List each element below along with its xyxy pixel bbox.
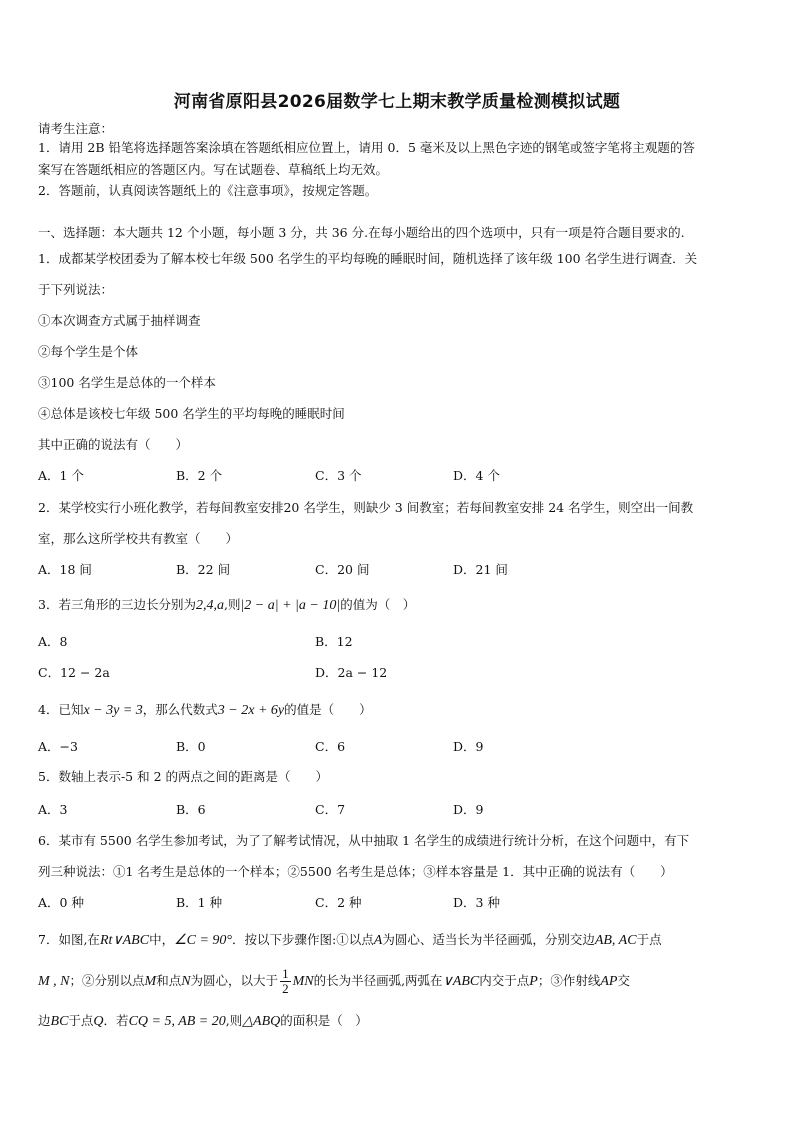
q2-stem-line2: 室，那么这所学校共有教室（ ） <box>38 531 239 546</box>
q7-text: 的面积是（ ） <box>280 1013 368 1028</box>
q5-option-b[interactable]: B．6 <box>176 802 206 817</box>
q7-text: 于点 <box>636 932 662 947</box>
q2-option-c[interactable]: C．20 间 <box>315 562 370 577</box>
q4-math-expr: 3 − 2x + 6y <box>217 703 285 718</box>
q2-option-a[interactable]: A．18 间 <box>38 562 92 577</box>
q4-stem-post: 的值是（ ） <box>284 702 372 717</box>
q7-fraction-numerator: 1 <box>282 966 289 981</box>
q3-math-sides: 2,4,a <box>195 598 224 613</box>
q1-stem-line1: 1．成都某学校团委为了解本校七年级 500 名学生的平均每晚的睡眠时间，随机选择了该年级 100 名学生进行调查．关 <box>38 251 698 266</box>
q5-option-d[interactable]: D．9 <box>453 802 484 817</box>
q7-math-sides: AB, AC <box>594 933 637 948</box>
q7-stem-line3 <box>38 1013 368 1030</box>
q5-stem: 5．数轴上表示-5 和 2 的两点之间的距离是（ ） <box>38 769 329 784</box>
q7-math-triangle2: ∨ABC <box>442 974 480 989</box>
q1-option-b[interactable]: B．2 个 <box>176 468 223 483</box>
q4-option-a[interactable]: A．−3 <box>38 739 78 754</box>
q3-option-c[interactable]: C．12 − 2a <box>38 665 110 680</box>
q5-option-a[interactable]: A．3 <box>38 802 68 817</box>
q7-math-point-a: A <box>373 933 383 948</box>
q7-math-bc: BC <box>50 1014 69 1029</box>
q1-option-a[interactable]: A．1 个 <box>38 468 84 483</box>
notice-item-1b: 案写在答题纸相应的答题区内。写在试题卷、草稿纸上均无效。 <box>38 162 389 177</box>
q7-text: ；②分别以点 <box>69 973 145 988</box>
q6-option-c[interactable]: C．2 种 <box>315 895 362 910</box>
notice-item-1a: 1．请用 2B 铅笔将选择题答案涂填在答题纸相应位置上，请用 0．5 毫米及以上黑色字迹的钢笔或签字笔将主观题的答 <box>38 140 695 155</box>
q5-option-c[interactable]: C．7 <box>315 802 346 817</box>
q7-text: ．按以下步骤作图:①以点 <box>232 932 374 947</box>
q7-math-q: Q <box>93 1014 104 1029</box>
q7-math-points: M , N <box>38 974 70 989</box>
q3-stem-post: 的值为（ ） <box>340 597 416 612</box>
q1-statement-4: ④总体是该校七年级 500 名学生的平均每晚的睡眠时间 <box>38 406 345 421</box>
q7-text: 于点 <box>68 1013 94 1028</box>
q6-option-d[interactable]: D．3 种 <box>453 895 500 910</box>
q2-stem-line1: 2．某学校实行小班化教学，若每间教室安排20 名学生，则缺少 3 间教室；若每间教室安排 24 名学生，则空出一间教 <box>38 500 694 515</box>
q1-option-d[interactable]: D．4 个 <box>453 468 500 483</box>
q7-text: 边 <box>38 1013 51 1028</box>
q4-stem <box>38 702 372 719</box>
notice-heading: 请考生注意： <box>38 121 114 136</box>
q1-statement-1: ①本次调查方式属于抽样调查 <box>38 313 201 328</box>
q7-math-angle: ∠C = 90° <box>174 933 233 948</box>
notice-item-2: 2．答题前，认真阅读答题纸上的《注意事项》，按规定答题。 <box>38 183 378 198</box>
q3-stem <box>38 597 415 614</box>
q4-stem-pre: 4．已知 <box>38 702 84 717</box>
q7-stem-line2 <box>38 967 630 996</box>
q7-text: 交 <box>617 973 630 988</box>
q4-option-c[interactable]: C．6 <box>315 739 346 754</box>
q7-text: 中， <box>149 932 175 947</box>
q7-fraction <box>280 967 291 996</box>
q1-option-c[interactable]: C．3 个 <box>315 468 362 483</box>
q7-text: 和点 <box>156 973 182 988</box>
q2-option-b[interactable]: B．22 间 <box>176 562 231 577</box>
q1-statement-3: ③100 名学生是总体的一个样本 <box>38 375 216 390</box>
q7-stem-line1 <box>38 932 662 949</box>
page-title: 河南省原阳县2026届数学七上期末教学质量检测模拟试题 <box>173 92 621 112</box>
q7-math-mn: MN <box>292 974 314 989</box>
q7-text: 为圆心、适当长为半径画弧，分别交边 <box>382 932 595 947</box>
q7-math-abq: △ABQ <box>242 1014 281 1029</box>
q7-text: 内交于点 <box>479 973 530 988</box>
q7-text: 的长为半径画弧,两弧在 <box>313 973 443 988</box>
q3-option-a[interactable]: A．8 <box>38 634 68 649</box>
q6-stem-line1: 6．某市有 5500 名学生参加考试，为了了解考试情况，从中抽取 1 名学生的成绩进行统计分析，在这个问题中，有下 <box>38 833 690 848</box>
q7-math-triangle: Rt∨ABC <box>99 933 150 948</box>
q1-stem-line2: 于下列说法： <box>38 282 114 297</box>
q3-math-expr: |2 − a| + |a − 10| <box>240 598 341 613</box>
q4-option-b[interactable]: B．0 <box>176 739 206 754</box>
q6-stem-line2: 列三种说法：①1 名考生是总体的一个样本；②5500 名考生是总体；③样本容量是 1．其中正确的说法有（ ） <box>38 864 673 879</box>
q4-option-d[interactable]: D．9 <box>453 739 484 754</box>
q6-option-b[interactable]: B．1 种 <box>176 895 223 910</box>
q2-option-d[interactable]: D．21 间 <box>453 562 508 577</box>
q7-text: 为圆心，以大于 <box>190 973 279 988</box>
q7-text: ,则 <box>225 1013 243 1028</box>
q7-math-given: CQ = 5, AB = 20 <box>128 1014 226 1029</box>
q7-text: ；③作射线 <box>537 973 601 988</box>
q3-stem-pre: 3．若三角形的三边长分别为 <box>38 597 196 612</box>
q7-text: ．若 <box>103 1013 129 1028</box>
q3-option-d[interactable]: D．2a − 12 <box>315 665 388 680</box>
q1-statement-2: ②每个学生是个体 <box>38 344 139 359</box>
q4-stem-mid: ，那么代数式 <box>142 702 218 717</box>
q7-math-m: M <box>144 974 157 989</box>
q3-stem-mid: ,则 <box>223 597 241 612</box>
q7-math-p: P <box>529 974 538 989</box>
q7-fraction-denominator: 2 <box>282 981 289 996</box>
q7-math-ap: AP <box>600 974 618 989</box>
q7-text: 7．如图,在 <box>38 932 100 947</box>
section-heading: 一、选择题：本大题共 12 个小题，每小题 3 分，共 36 分.在每小题给出的四个选项中，只有一项是符合题目要求的. <box>38 225 685 240</box>
q7-math-n: N <box>181 974 191 989</box>
q1-ask: 其中正确的说法有（ ） <box>38 437 189 452</box>
q6-option-a[interactable]: A．0 种 <box>38 895 84 910</box>
q3-option-b[interactable]: B．12 <box>315 634 353 649</box>
q4-math-given: x − 3y = 3 <box>83 703 143 718</box>
